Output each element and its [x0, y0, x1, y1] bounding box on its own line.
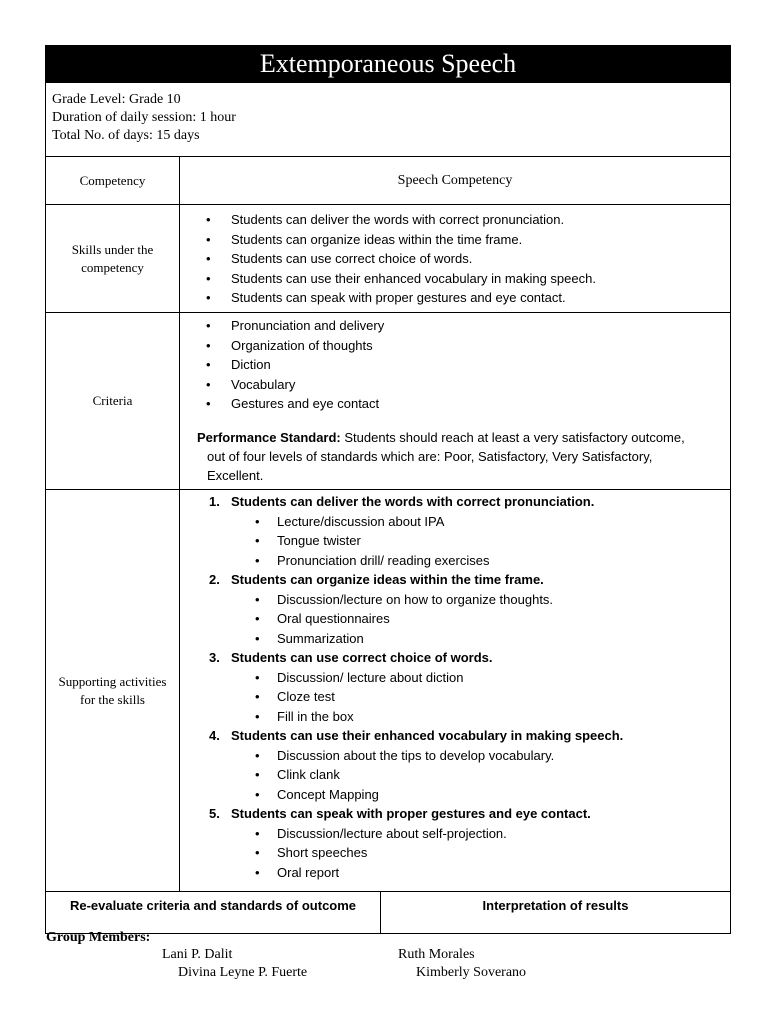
activity-group [180, 804, 730, 882]
activity-group [180, 726, 730, 804]
supporting-activities-list [180, 490, 730, 891]
competency-header-row [45, 157, 731, 205]
performance-standard-text: Students should reach at least a very satisfactory outcome, [340, 429, 685, 445]
activity-heading: 1. Students can deliver the words with correct pronunciation. [209, 494, 595, 509]
activity-item: • Concept Mapping [180, 785, 730, 805]
performance-standard-label: Performance Standard: [197, 429, 341, 445]
activity-item: • Oral report [180, 863, 730, 883]
activity-item: • Short speeches [180, 843, 730, 863]
skills-list [180, 210, 730, 308]
re-evaluate-label: Re-evaluate criteria and standards of outcome [46, 892, 381, 933]
criteria-list [180, 316, 730, 414]
criteria-item: • Pronunciation and delivery [180, 316, 730, 336]
activity-heading: 5. Students can speak with proper gestures and eye contact. [209, 806, 591, 821]
criteria-row [45, 313, 731, 490]
criteria-label: Criteria [46, 313, 180, 489]
activity-item: • Discussion/lecture about self-projection. [180, 824, 730, 844]
activity-heading: 2. Students can organize ideas within the time frame. [209, 572, 544, 587]
activity-item: • Pronunciation drill/ reading exercises [180, 551, 730, 571]
performance-standard-text: Excellent. [207, 467, 264, 483]
competency-label: Competency [46, 157, 180, 204]
criteria-item: • Diction [180, 355, 730, 375]
total-days: Total No. of days: 15 days [52, 128, 200, 143]
supporting-activities-label: Supporting activities for the skills [46, 490, 180, 891]
performance-standard-text: out of four levels of standards which are: Poor, Satisfactory, Very Satisfactory, [207, 448, 653, 464]
activity-heading: 4. Students can use their enhanced vocabulary in making speech. [209, 728, 624, 743]
skills-row [45, 205, 731, 313]
activity-item: • Discussion/lecture on how to organize thoughts. [180, 590, 730, 610]
activity-group [180, 570, 730, 648]
skill-item: • Students can use correct choice of words. [180, 249, 730, 269]
grade-level: Grade Level: Grade 10 [52, 92, 181, 107]
speech-competency-label: Speech Competency [397, 172, 513, 188]
group-member: Lani P. Dalit [162, 947, 233, 962]
skill-item: • Students can deliver the words with correct pronunciation. [180, 210, 730, 230]
document-table [45, 45, 731, 934]
info-section [45, 83, 731, 157]
performance-standard [197, 428, 720, 485]
group-member: Kimberly Soverano [416, 965, 527, 980]
activity-item: • Discussion/ lecture about diction [180, 668, 730, 688]
activity-item: • Lecture/discussion about IPA [180, 512, 730, 532]
activity-item: • Fill in the box [180, 707, 730, 727]
activity-group [180, 492, 730, 570]
criteria-item: • Organization of thoughts [180, 336, 730, 356]
group-member: Divina Leyne P. Fuerte [178, 965, 308, 980]
group-members-title: Group Members: [46, 930, 151, 945]
activity-heading: 3. Students can use correct choice of words. [209, 650, 493, 665]
activity-item: • Clink clank [180, 765, 730, 785]
document-title: Extemporaneous Speech [45, 45, 731, 83]
evaluation-row [45, 892, 731, 934]
activity-item: • Discussion about the tips to develop vocabulary. [180, 746, 730, 766]
activity-item: • Oral questionnaires [180, 609, 730, 629]
duration: Duration of daily session: 1 hour [52, 110, 236, 125]
interpretation-label: Interpretation of results [482, 898, 629, 913]
skill-item: • Students can use their enhanced vocabulary in making speech. [180, 269, 730, 289]
criteria-item: • Gestures and eye contact [180, 394, 730, 414]
activity-item: • Cloze test [180, 687, 730, 707]
criteria-item: • Vocabulary [180, 375, 730, 395]
supporting-activities-row [45, 490, 731, 892]
group-member: Ruth Morales [398, 947, 475, 962]
skill-item: • Students can organize ideas within the time frame. [180, 230, 730, 250]
skill-item: • Students can speak with proper gestures and eye contact. [180, 288, 730, 308]
activity-group [180, 648, 730, 726]
activity-item: • Tongue twister [180, 531, 730, 551]
skills-label: Skills under the competency [46, 205, 180, 312]
activity-item: • Summarization [180, 629, 730, 649]
